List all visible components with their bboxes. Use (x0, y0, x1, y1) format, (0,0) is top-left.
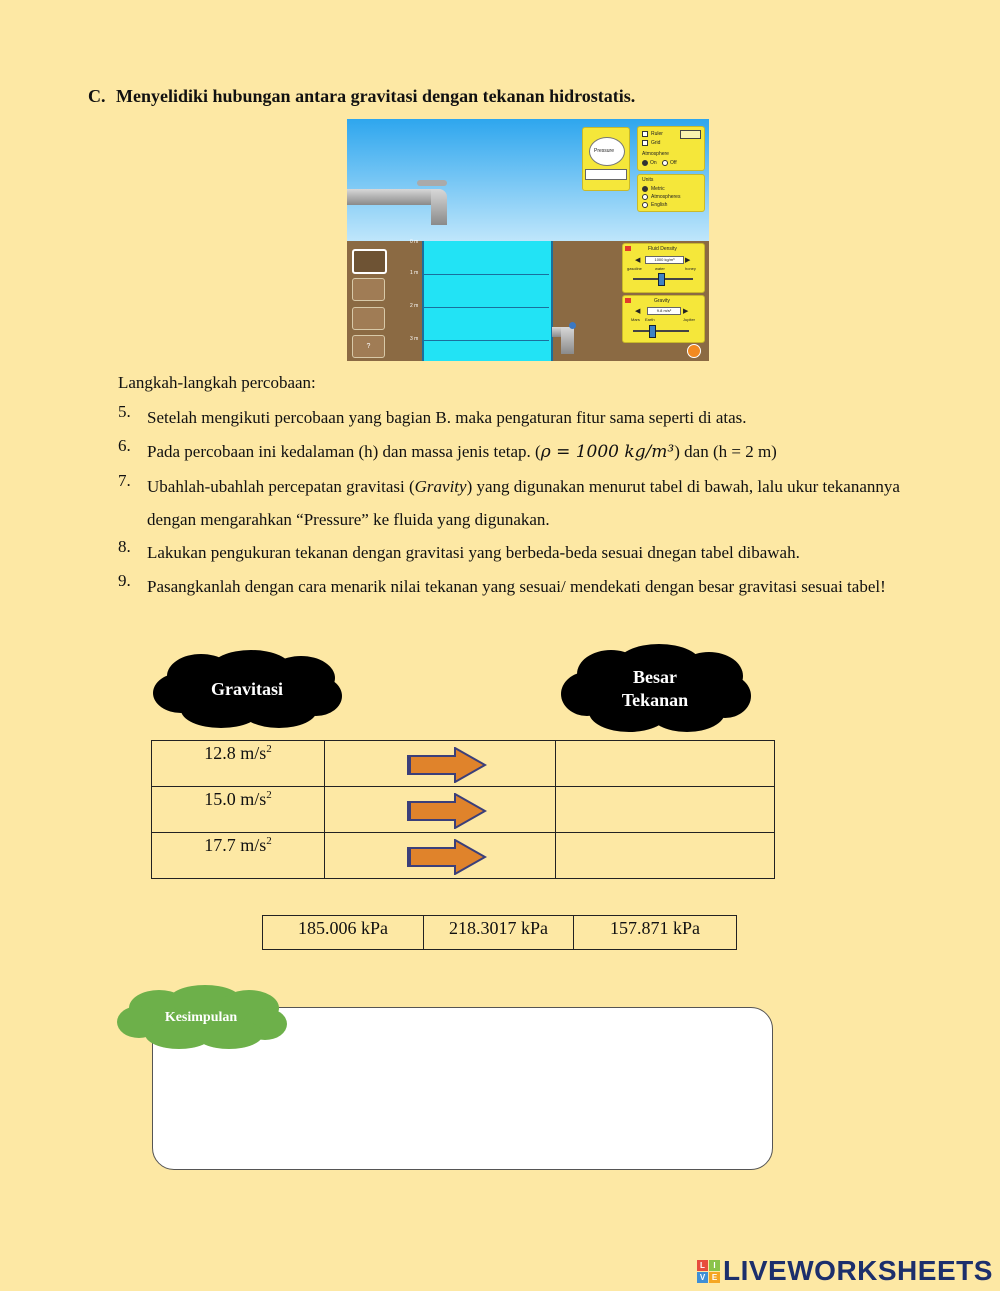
table-row (152, 787, 775, 833)
gravity-value: 15.0 m/s (204, 789, 267, 809)
pressure-drop-target[interactable] (556, 787, 775, 833)
gravity-cell (152, 741, 325, 787)
cloud-label-line: Besar (633, 667, 677, 687)
table-row (263, 916, 737, 950)
pressure-option[interactable] (574, 916, 737, 950)
logo-square: E (709, 1272, 720, 1283)
unit-radio-metric[interactable] (642, 186, 648, 192)
exponent: 2 (266, 789, 272, 801)
atmosphere-off-label: Off (670, 160, 677, 166)
step-text-part: Pada percobaan ini kedalaman (h) dan massa jenis tetap. ( (147, 442, 541, 461)
gravity-value: 17.7 m/s (204, 835, 267, 855)
scene-button-mystery[interactable]: ? (352, 335, 385, 358)
kesimpulan-cloud (115, 984, 287, 1052)
gravity-label: Gravity (654, 298, 670, 304)
gravity-cell (152, 787, 325, 833)
table-row (152, 833, 775, 879)
step-number: 9. (118, 571, 131, 590)
besar-tekanan-label (559, 644, 751, 734)
arrow-cell (325, 787, 556, 833)
step-8 (118, 536, 928, 569)
step-6 (118, 435, 928, 469)
gravity-value: 12.8 m/s (204, 743, 267, 763)
pressure-readout (585, 169, 627, 180)
step-text-part: Ubahlah-ubahlah percepatan gravitasi ( (147, 477, 415, 496)
section-letter: C. (88, 86, 106, 106)
fluid-density-value: 1000 kg/m³ (645, 256, 684, 264)
gravity-increase-icon[interactable]: ▶ (683, 308, 689, 315)
step-9 (118, 570, 928, 603)
exponent: 2 (266, 743, 272, 755)
fluid-density-panel (622, 243, 705, 293)
faucet-spout (431, 189, 447, 225)
density-scale-water: water (655, 266, 665, 271)
step-7 (118, 470, 928, 536)
pressure-options-table (262, 915, 737, 950)
density-scale-gasoline: gasoline (627, 266, 642, 271)
step-text: Pasangkanlah dengan cara menarik nilai tekanan yang sesuai/ mendekati dengan besar gravitasi sesuai tabel! (147, 577, 886, 596)
gravity-cell (152, 833, 325, 879)
step-text-italic: Gravity (414, 477, 467, 496)
fluid-density-increase-icon[interactable]: ▶ (685, 257, 691, 264)
arrow-cell (325, 741, 556, 787)
steps-title: Langkah-langkah percobaan: (118, 373, 316, 392)
scene-button-chambers[interactable] (352, 307, 385, 330)
depth-mark: 3 m (410, 336, 419, 342)
gravity-slider-track (633, 330, 689, 332)
step-number: 7. (118, 471, 131, 490)
gravity-scale-mars: Mars (631, 317, 640, 322)
pressure-drop-target[interactable] (556, 833, 775, 879)
gravity-slider-thumb[interactable] (649, 325, 656, 338)
reset-icon[interactable] (687, 344, 701, 358)
atmosphere-on-label: On (650, 160, 657, 166)
scene-button-pool[interactable] (352, 249, 387, 274)
table-row (152, 741, 775, 787)
gravitasi-label: Gravitasi (211, 678, 283, 699)
arrow-right-icon (407, 747, 487, 783)
sim-pool (422, 241, 553, 361)
pressure-option-label: 157.871 kPa (610, 918, 700, 938)
atmosphere-label: Atmosphere (642, 151, 669, 157)
cloud-label-line: Tekanan (621, 690, 689, 710)
ruler-label: Ruler (651, 131, 663, 137)
sim-pool-gridline (422, 340, 549, 341)
step-text-part: ) dan (h = 2 m) (674, 442, 777, 461)
liveworksheets-logo (697, 1256, 993, 1286)
pressure-option-label: 218.3017 kPa (449, 918, 548, 938)
matching-table (151, 740, 775, 879)
density-formula: ρ = 1000 kg/m³ (540, 442, 675, 462)
grid-checkbox[interactable] (642, 140, 648, 146)
drain-spout (561, 327, 574, 354)
gravity-panel (622, 295, 705, 343)
unit-radio-english[interactable] (642, 202, 648, 208)
logo-text: LIVEWORKSHEETS (723, 1255, 993, 1286)
logo-square: L (697, 1260, 708, 1271)
pressure-option[interactable] (263, 916, 424, 950)
faucet-pipe (347, 189, 437, 205)
density-slider-thumb[interactable] (658, 273, 665, 286)
unit-label-metric: Metric (651, 186, 665, 192)
simulation-screenshot (347, 119, 709, 361)
gravity-decrease-icon[interactable]: ◀ (635, 308, 641, 315)
gravity-scale-earth: Earth (645, 317, 655, 322)
atmosphere-on-radio[interactable] (642, 160, 648, 166)
pressure-option[interactable] (424, 916, 574, 950)
fluid-density-label: Fluid Density (648, 246, 677, 252)
arrow-right-icon (407, 793, 487, 829)
units-panel (637, 174, 705, 212)
ruler-icon (680, 130, 701, 139)
unit-label-english: English (651, 202, 668, 208)
pressure-option-label: 185.006 kPa (298, 918, 388, 938)
pressure-gauge-label: Pressure (594, 148, 615, 154)
step-text (147, 470, 928, 536)
logo-squares (697, 1260, 720, 1283)
step-text (147, 435, 928, 469)
collapse-icon[interactable] (625, 246, 631, 251)
arrow-cell (325, 833, 556, 879)
collapse-icon[interactable] (625, 298, 631, 303)
pressure-drop-target[interactable] (556, 741, 775, 787)
depth-mark: 2 m (410, 303, 419, 309)
pressure-gauge-panel[interactable] (582, 127, 630, 191)
sim-pool-gridline (422, 307, 549, 308)
atmosphere-off-radio[interactable] (662, 160, 668, 166)
step-number: 8. (118, 537, 131, 556)
grid-label: Grid (651, 140, 661, 146)
ruler-checkbox[interactable] (642, 131, 648, 137)
options-panel (637, 126, 705, 171)
section-title: Menyelidiki hubungan antara gravitasi dengan tekanan hidrostatis. (116, 86, 636, 106)
step-number: 6. (118, 436, 131, 455)
step-text-part: ) yang digunakan menurut tabel di bawah, lalu ukur tekanannya dengan mengarahkan “Pressure” ke fluida yang digunakan. (147, 477, 900, 529)
logo-square: V (697, 1272, 708, 1283)
scene-button-shape[interactable] (352, 278, 385, 301)
units-label: Units (642, 177, 654, 183)
faucet-handle[interactable] (417, 180, 447, 186)
sim-pool-gridline (422, 274, 549, 275)
depth-mark: 1 m (410, 270, 419, 276)
density-scale-honey: honey (685, 266, 696, 271)
arrow-right-icon (407, 839, 487, 875)
drain-handle[interactable] (569, 322, 576, 329)
step-text: Lakukan pengukuran tekanan dengan gravitasi yang berbeda-beda sesuai dnegan tabel dibawah. (147, 543, 800, 562)
step-number: 5. (118, 402, 131, 421)
unit-label-atm: Atmospheres (651, 194, 681, 200)
logo-square: I (709, 1260, 720, 1271)
step-5 (118, 401, 928, 434)
step-text: Setelah mengikuti percobaan yang bagian B. maka pengaturan fitur sama seperti di atas. (147, 408, 747, 427)
gravity-scale-jupiter: Jupiter (683, 317, 696, 322)
besar-tekanan-cloud (559, 644, 751, 734)
kesimpulan-label: Kesimpulan (164, 1010, 238, 1025)
fluid-density-decrease-icon[interactable]: ◀ (635, 257, 641, 264)
gravitasi-cloud (151, 648, 343, 730)
section-heading (88, 86, 635, 107)
unit-radio-atm[interactable] (642, 194, 648, 200)
gravity-value: 9.8 m/s² (647, 307, 681, 315)
exponent: 2 (266, 835, 272, 847)
depth-mark: 0 m (410, 239, 419, 245)
